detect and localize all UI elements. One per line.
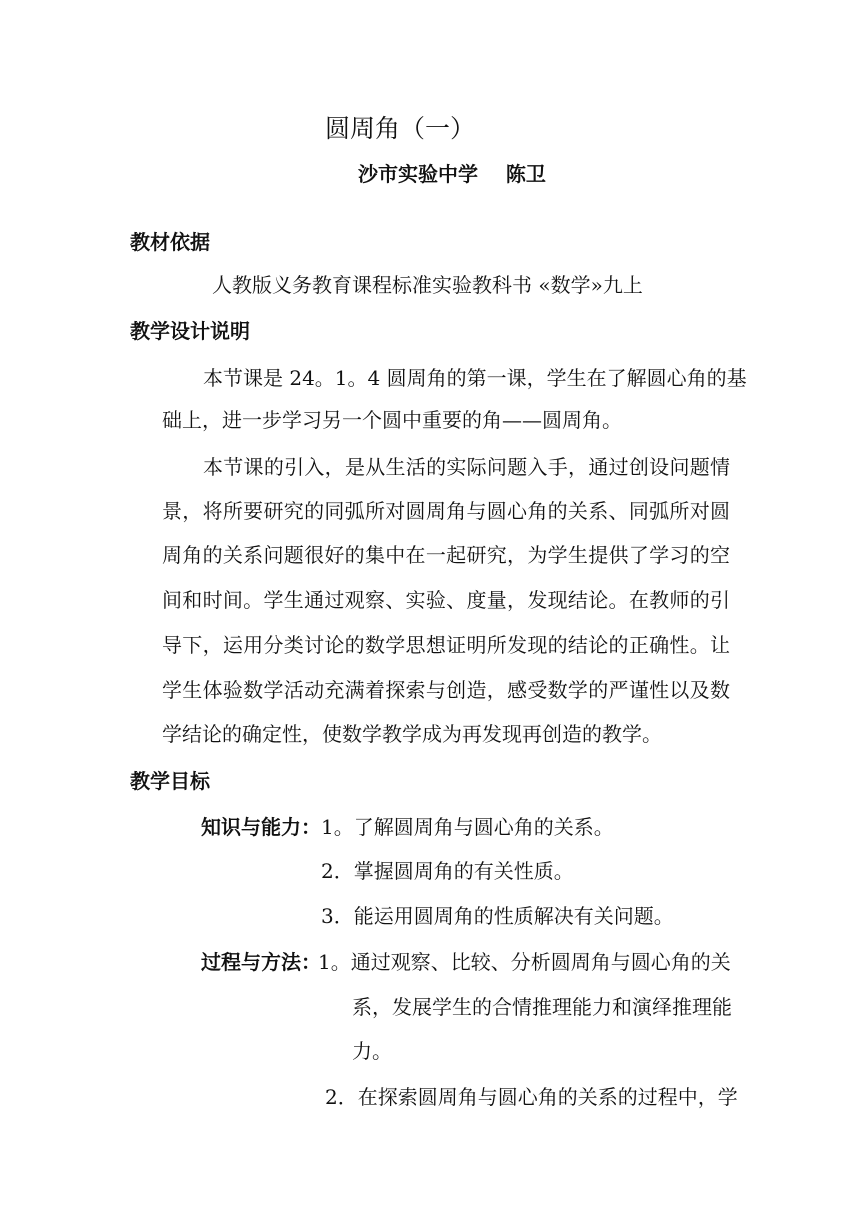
design-p2-line: 周角的关系问题很好的集中在一起研究，为学生提供了学习的空 <box>162 543 730 567</box>
process-item-line: 2．在探索圆周角与圆心角的关系的过程中，学 <box>325 1085 738 1109</box>
document-title: 圆周角（一） <box>325 114 476 143</box>
design-p2-line: 本节课的引入，是从生活的实际问题入手，通过创设问题情 <box>203 455 730 479</box>
design-p1-line: 础上，进一步学习另一个圆中重要的角——圆周角。 <box>162 408 622 432</box>
design-p2-line: 景，将所要研究的同弧所对圆周角与圆心角的关系、同弧所对圆 <box>162 499 730 523</box>
knowledge-label: 知识与能力： <box>201 815 321 839</box>
section-heading-goals: 教学目标 <box>130 769 210 793</box>
section-heading-design: 教学设计说明 <box>130 319 250 343</box>
knowledge-item: 1。了解圆周角与圆心角的关系。 <box>321 815 614 839</box>
process-item-line: 系，发展学生的合情推理能力和演绎推理能 <box>352 995 732 1019</box>
knowledge-item: 2．掌握圆周角的有关性质。 <box>321 859 574 883</box>
author-line: 沙市实验中学 陈卫 <box>358 162 546 186</box>
knowledge-item: 3．能运用圆周角的性质解决有关问题。 <box>321 904 674 928</box>
design-p2-line: 学生体验数学活动充满着探索与创造，感受数学的严谨性以及数 <box>162 678 730 702</box>
process-item-line: 力。 <box>352 1039 392 1063</box>
design-p2-line: 学结论的确定性，使数学教学成为再发现再创造的教学。 <box>162 722 662 746</box>
process-item-line: 1。通过观察、比较、分析圆周角与圆心角的关 <box>318 950 731 974</box>
design-p2-line: 间和时间。学生通过观察、实验、度量，发现结论。在教师的引 <box>162 588 730 612</box>
section-heading-basis: 教材依据 <box>130 230 210 254</box>
design-p1-line: 本节课是 24。1。4 圆周角的第一课，学生在了解圆心角的基 <box>203 366 747 390</box>
basis-text: 人教版义务教育课程标准实验教科书 «数学»九上 <box>212 273 643 297</box>
design-p2-line: 导下，运用分类讨论的数学思想证明所发现的结论的正确性。让 <box>162 633 730 657</box>
process-label: 过程与方法： <box>201 950 321 974</box>
